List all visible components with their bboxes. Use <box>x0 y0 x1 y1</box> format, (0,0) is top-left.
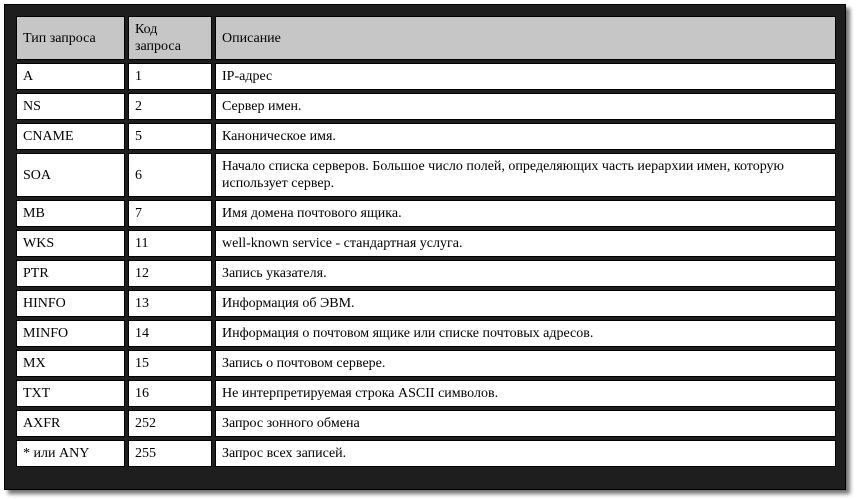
table-row <box>16 440 836 467</box>
cell-code: 12 <box>128 260 212 287</box>
cell-code: 5 <box>128 123 212 150</box>
cell-description: Начало списка серверов. Большое число полей, определяющих часть иерархии имен, которую использует сервер. <box>215 153 836 197</box>
cell-type: A <box>16 63 125 90</box>
cell-type: MINFO <box>16 320 125 347</box>
cell-code: 16 <box>128 380 212 407</box>
cell-code: 1 <box>128 63 212 90</box>
table-row <box>16 290 836 317</box>
cell-code: 7 <box>128 200 212 227</box>
table-row <box>16 63 836 90</box>
dns-query-types-table <box>13 13 839 470</box>
cell-type: HINFO <box>16 290 125 317</box>
cell-code: 14 <box>128 320 212 347</box>
cell-type: NS <box>16 93 125 120</box>
cell-code: 252 <box>128 410 212 437</box>
cell-description: Запись указателя. <box>215 260 836 287</box>
cell-description: well-known service - стандартная услуга. <box>215 230 836 257</box>
cell-type: WKS <box>16 230 125 257</box>
header-code-line1: Код <box>135 22 158 37</box>
cell-type: * или ANY <box>16 440 125 467</box>
cell-description: Информация о почтовом ящике или списке почтовых адресов. <box>215 320 836 347</box>
table-row <box>16 123 836 150</box>
header-description: Описание <box>215 16 836 60</box>
table-row <box>16 93 836 120</box>
cell-code: 11 <box>128 230 212 257</box>
table-row <box>16 230 836 257</box>
table-row <box>16 320 836 347</box>
cell-description: Не интерпретируемая строка ASCII символов. <box>215 380 836 407</box>
table-frame <box>4 4 846 490</box>
cell-description: Запрос всех записей. <box>215 440 836 467</box>
header-type: Тип запроса <box>16 16 125 60</box>
cell-description: Запись о почтовом сервере. <box>215 350 836 377</box>
cell-type: TXT <box>16 380 125 407</box>
cell-type: SOA <box>16 153 125 197</box>
table-row <box>16 260 836 287</box>
table-row <box>16 200 836 227</box>
cell-description: Сервер имен. <box>215 93 836 120</box>
cell-type: AXFR <box>16 410 125 437</box>
cell-code: 2 <box>128 93 212 120</box>
cell-description: Каноническое имя. <box>215 123 836 150</box>
cell-description: IP-адрес <box>215 63 836 90</box>
cell-description: Информация об ЭВМ. <box>215 290 836 317</box>
table-row <box>16 153 836 197</box>
header-code <box>128 16 212 60</box>
header-code-line2: запроса <box>135 39 181 54</box>
cell-description: Запрос зонного обмена <box>215 410 836 437</box>
cell-code: 255 <box>128 440 212 467</box>
cell-description: Имя домена почтового ящика. <box>215 200 836 227</box>
table-row <box>16 350 836 377</box>
cell-code: 15 <box>128 350 212 377</box>
cell-type: MB <box>16 200 125 227</box>
table-row <box>16 380 836 407</box>
cell-type: CNAME <box>16 123 125 150</box>
header-row <box>16 16 836 60</box>
cell-type: PTR <box>16 260 125 287</box>
cell-type: MX <box>16 350 125 377</box>
table-row <box>16 410 836 437</box>
cell-code: 6 <box>128 153 212 197</box>
cell-code: 13 <box>128 290 212 317</box>
